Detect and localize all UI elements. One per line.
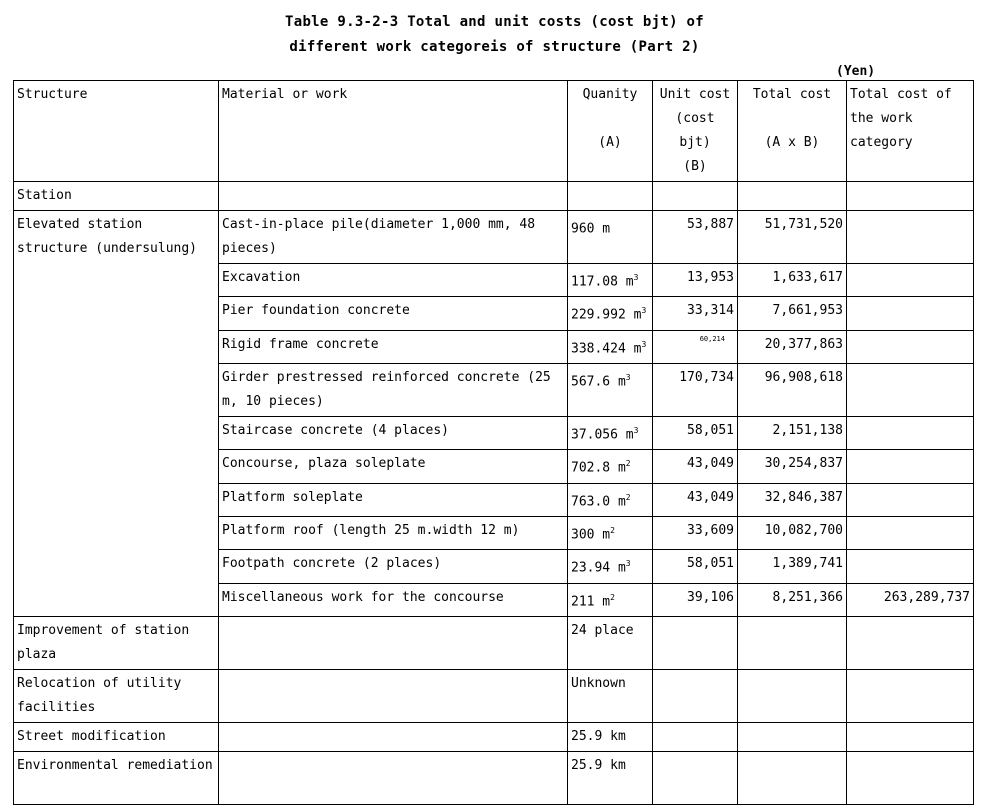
quantity-value: 211 m [571, 593, 611, 609]
quantity-unit-exponent: 2 [625, 492, 631, 502]
unit-cost-cell: 170,734 [653, 363, 738, 416]
material-cell: Pier foundation concrete [219, 297, 568, 330]
material-cell: Platform roof (length 25 m.width 12 m) [219, 516, 568, 549]
unit-cost-cell: 33,609 [653, 516, 738, 549]
total-cost-cell: 1,389,741 [738, 550, 847, 583]
quantity-cell [568, 416, 653, 449]
structure-cell: Elevated station structure (undersulung) [14, 211, 219, 617]
quantity-unit-exponent: 3 [625, 559, 631, 569]
material-cell: Footpath concrete (2 places) [219, 550, 568, 583]
material-cell: Miscellaneous work for the concourse [219, 583, 568, 616]
quantity-unit-exponent: 3 [641, 339, 647, 349]
table-row [14, 616, 974, 669]
station-row [14, 182, 974, 211]
material-cell: Staircase concrete (4 places) [219, 416, 568, 449]
total-cost-cell: 51,731,520 [738, 211, 847, 264]
unit-cost-cell: 39,106 [653, 583, 738, 616]
category-total-cell [847, 297, 974, 330]
quantity-value: 229.992 m [571, 307, 642, 323]
quantity-unit-exponent: 2 [610, 525, 615, 535]
category-total-cell [847, 450, 974, 483]
empty-cell [653, 751, 738, 804]
category-total-cell [847, 211, 974, 264]
quantity-value: 960 m [571, 221, 611, 237]
header-total-work-category: Total cost of the work category [847, 81, 974, 182]
empty-cell [847, 669, 974, 722]
category-total-cell [847, 516, 974, 549]
total-cost-cell: 10,082,700 [738, 516, 847, 549]
table-row [14, 722, 974, 751]
total-cost-cell: 1,633,617 [738, 264, 847, 297]
table-row [14, 751, 974, 804]
quantity-unit-exponent: 2 [610, 592, 615, 602]
table-title-line-2: different work categoreis of structure (Part 2) [289, 39, 700, 55]
material-cell: Rigid frame concrete [219, 330, 568, 363]
quantity-cell [568, 330, 653, 363]
total-cost-cell: 2,151,138 [738, 416, 847, 449]
quantity-value: 300 m [571, 527, 611, 543]
total-cost-cell: 30,254,837 [738, 450, 847, 483]
quantity-value: 338.424 m [571, 340, 642, 356]
unit-cost-cell: 53,887 [653, 211, 738, 264]
material-cell: Platform soleplate [219, 483, 568, 516]
empty-cell [738, 669, 847, 722]
total-cost-cell: 20,377,863 [738, 330, 847, 363]
header-structure: Structure [14, 81, 219, 182]
quantity-value: 567.6 m [571, 374, 626, 390]
empty-cell [653, 669, 738, 722]
material-cell: Concourse, plaza soleplate [219, 450, 568, 483]
empty-cell [653, 722, 738, 751]
header-row [14, 81, 974, 182]
quantity-cell: 25.9 km [568, 751, 653, 804]
quantity-unit-exponent: 3 [641, 306, 647, 316]
station-label: Station [14, 182, 219, 211]
quantity-cell [568, 550, 653, 583]
category-total-cell [847, 416, 974, 449]
unit-cost-cell: 58,051 [653, 550, 738, 583]
header-quantity-sub: (A) [598, 135, 622, 150]
header-unit-cost-label-2: (cost bjt) [675, 111, 715, 150]
empty-cell [738, 722, 847, 751]
table-title-line-1: Table 9.3-2-3 Total and unit costs (cost bjt) of [285, 14, 704, 30]
table-row [14, 211, 974, 264]
category-total-cell [847, 363, 974, 416]
table-row [14, 669, 974, 722]
total-cost-cell: 7,661,953 [738, 297, 847, 330]
category-total-cell [847, 483, 974, 516]
header-total-cost [738, 81, 847, 182]
material-cell [219, 669, 568, 722]
empty-cell [847, 722, 974, 751]
empty-cell [847, 751, 974, 804]
quantity-value: 37.056 m [571, 427, 634, 443]
quantity-value: 702.8 m [571, 460, 626, 476]
header-total-cost-sub: (A x B) [764, 135, 820, 150]
currency-unit-label: (Yen) [836, 64, 876, 79]
material-cell [219, 616, 568, 669]
quantity-unit-exponent: 3 [633, 273, 639, 282]
quantity-cell: 25.9 km [568, 722, 653, 751]
structure-cell: Environmental remediation [14, 751, 219, 804]
quantity-cell [568, 450, 653, 483]
quantity-value: 763.0 m [571, 493, 626, 509]
unit-cost-cell: 13,953 [653, 264, 738, 297]
material-cell: Girder prestressed reinforced concrete (25 m, 10 pieces) [219, 363, 568, 416]
header-unit-cost-sub: (B) [683, 159, 707, 174]
quantity-value: 117.08 m [571, 274, 634, 290]
header-quantity [568, 81, 653, 182]
unit-cost-cell: 60,214 [653, 330, 738, 363]
category-total-cell: 263,289,737 [847, 583, 974, 616]
structure-cell: Street modification [14, 722, 219, 751]
quantity-cell [568, 264, 653, 297]
unit-cost-cell: 43,049 [653, 450, 738, 483]
quantity-unit-exponent: 3 [625, 372, 631, 382]
unit-cost-cell: 43,049 [653, 483, 738, 516]
material-cell: Excavation [219, 264, 568, 297]
header-unit-cost-label: Unit cost [659, 87, 731, 102]
empty-cell [653, 616, 738, 669]
category-total-cell [847, 330, 974, 363]
quantity-cell [568, 363, 653, 416]
quantity-cell: Unknown [568, 669, 653, 722]
material-cell: Cast-in-place pile(diameter 1,000 mm, 48 pieces) [219, 211, 568, 264]
total-cost-cell: 32,846,387 [738, 483, 847, 516]
header-unit-cost [653, 81, 738, 182]
material-cell [219, 751, 568, 804]
empty-cell [738, 751, 847, 804]
quantity-value: 23.94 m [571, 560, 626, 576]
total-cost-cell: 96,908,618 [738, 363, 847, 416]
category-total-cell [847, 550, 974, 583]
quantity-cell [568, 516, 653, 549]
structure-cell: Improvement of station plaza [14, 616, 219, 669]
quantity-cell [568, 483, 653, 516]
quantity-cell [568, 211, 653, 264]
quantity-cell [568, 297, 653, 330]
quantity-cell [568, 583, 653, 616]
material-cell [219, 722, 568, 751]
category-total-cell [847, 264, 974, 297]
header-quantity-label: Quanity [582, 87, 638, 102]
structure-cell: Relocation of utility facilities [14, 669, 219, 722]
quantity-cell: 24 place [568, 616, 653, 669]
quantity-unit-exponent: 3 [633, 425, 639, 435]
header-material: Material or work [219, 81, 568, 182]
empty-cell [738, 616, 847, 669]
unit-cost-cell: 58,051 [653, 416, 738, 449]
total-cost-cell: 8,251,366 [738, 583, 847, 616]
quantity-unit-exponent: 2 [625, 459, 631, 469]
unit-cost-cell: 33,314 [653, 297, 738, 330]
empty-cell [847, 616, 974, 669]
header-total-cost-label: Total cost [752, 87, 832, 102]
cost-table [13, 80, 974, 805]
